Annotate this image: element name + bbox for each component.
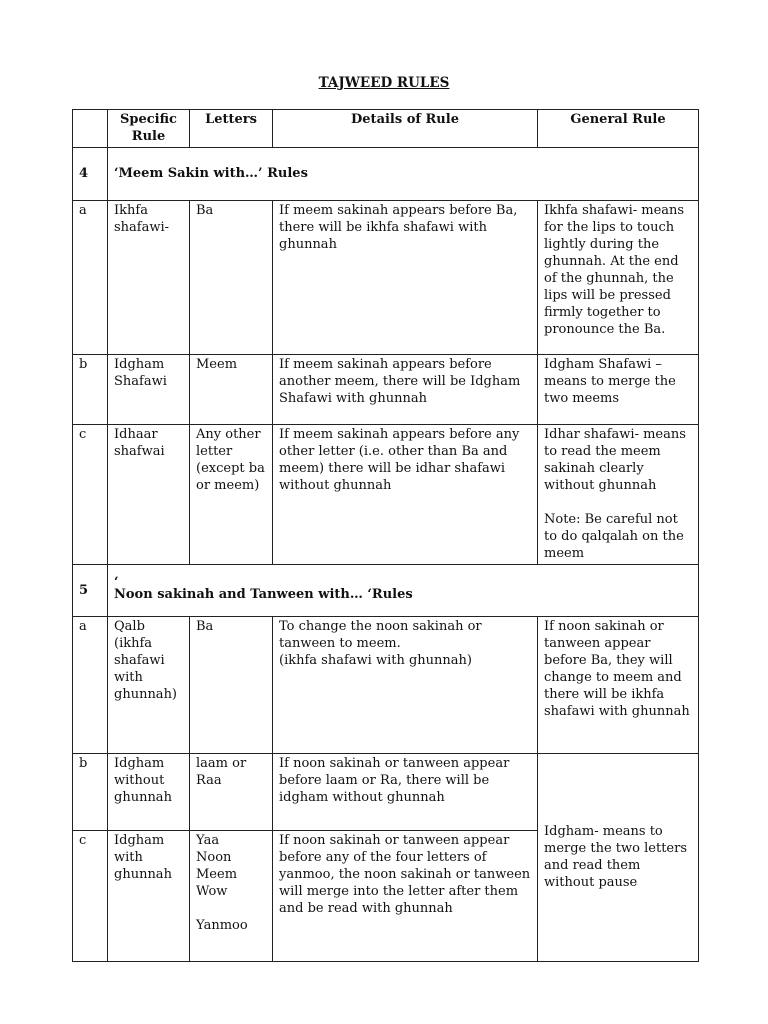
table-row — [73, 754, 699, 831]
row-label: b — [73, 355, 108, 425]
details-cell: To change the noon sakinah or tanween to meem. (ikhfa shafawi with ghunnah) — [273, 617, 538, 754]
table-row — [73, 425, 699, 565]
details-cell: If meem sakinah appears before Ba, there will be ikhfa shafawi with ghunnah — [273, 201, 538, 355]
section-4-number: 4 — [73, 148, 108, 201]
section-5-row — [73, 565, 699, 617]
header-number — [73, 110, 108, 148]
general-rule-cell: If noon sakinah or tanween appear before Ba, they will change to meem and there will be ikhfa shafawi with ghunnah — [538, 617, 699, 754]
letters-cell: Yaa Noon Meem Wow Yanmoo — [190, 831, 273, 962]
general-rule-cell — [538, 425, 699, 565]
row-label: a — [73, 617, 108, 754]
general-rule-cell: Ikhfa shafawi- means for the lips to touch lightly during the ghunnah. At the end of the ghunnah, the lips will be pressed firmly together to pronounce the Ba. — [538, 201, 699, 355]
table-row — [73, 617, 699, 754]
details-cell: If meem sakinah appears before another meem, there will be Idgham Shafawi with ghunnah — [273, 355, 538, 425]
section-4-heading: ‘Meem Sakin with…’ Rules — [108, 148, 699, 201]
general-rule-cell: Idgham Shafawi – means to merge the two meems — [538, 355, 699, 425]
merged-general-rule-cell: Idgham- means to merge the two letters and read them without pause — [538, 754, 699, 962]
section-5-number: 5 — [73, 565, 108, 617]
details-cell: If noon sakinah or tanween appear before any of the four letters of yanmoo, the noon sakinah or tanween will merge into the letter after them and be read with ghunnah — [273, 831, 538, 962]
header-details: Details of Rule — [273, 110, 538, 148]
specific-rule-cell: Idgham with ghunnah — [108, 831, 190, 962]
letters-cell: Any other letter (except ba or meem) — [190, 425, 273, 565]
row-label: b — [73, 754, 108, 831]
section-5-heading-cell — [108, 565, 699, 617]
tajweed-rules-table — [72, 109, 699, 962]
header-letters: Letters — [190, 110, 273, 148]
stray-quote-mark: ‘ — [114, 574, 119, 590]
section-4-row — [73, 148, 699, 201]
letters-cell: Ba — [190, 617, 273, 754]
specific-rule-cell: Idgham Shafawi — [108, 355, 190, 425]
specific-rule-cell: Idhaar shafwai — [108, 425, 190, 565]
table-header-row — [73, 110, 699, 148]
details-cell: If meem sakinah appears before any other letter (i.e. other than Ba and meem) there will be idhar shafawi without ghunnah — [273, 425, 538, 565]
header-general-rule: General Rule — [538, 110, 699, 148]
letters-cell: laam or Raa — [190, 754, 273, 831]
section-5-heading: Noon sakinah and Tanween with… ‘Rules — [114, 586, 413, 602]
general-rule-note: Note: Be careful not to do qalqalah on the meem — [544, 512, 684, 561]
row-label: a — [73, 201, 108, 355]
row-label: c — [73, 831, 108, 962]
letters-cell: Meem — [190, 355, 273, 425]
row-label: c — [73, 425, 108, 565]
header-specific-rule: Specific Rule — [108, 110, 190, 148]
specific-rule-cell: Qalb (ikhfa shafawi with ghunnah) — [108, 617, 190, 754]
general-rule-text: Idhar shafawi- means to read the meem sakinah clearly without ghunnah — [544, 427, 686, 493]
table-row — [73, 201, 699, 355]
table-row — [73, 355, 699, 425]
page-title: TAJWEED RULES — [318, 75, 450, 91]
details-cell: If noon sakinah or tanween appear before laam or Ra, there will be idgham without ghunnah — [273, 754, 538, 831]
specific-rule-cell: Idgham without ghunnah — [108, 754, 190, 831]
specific-rule-cell: Ikhfa shafawi- — [108, 201, 190, 355]
letters-cell: Ba — [190, 201, 273, 355]
